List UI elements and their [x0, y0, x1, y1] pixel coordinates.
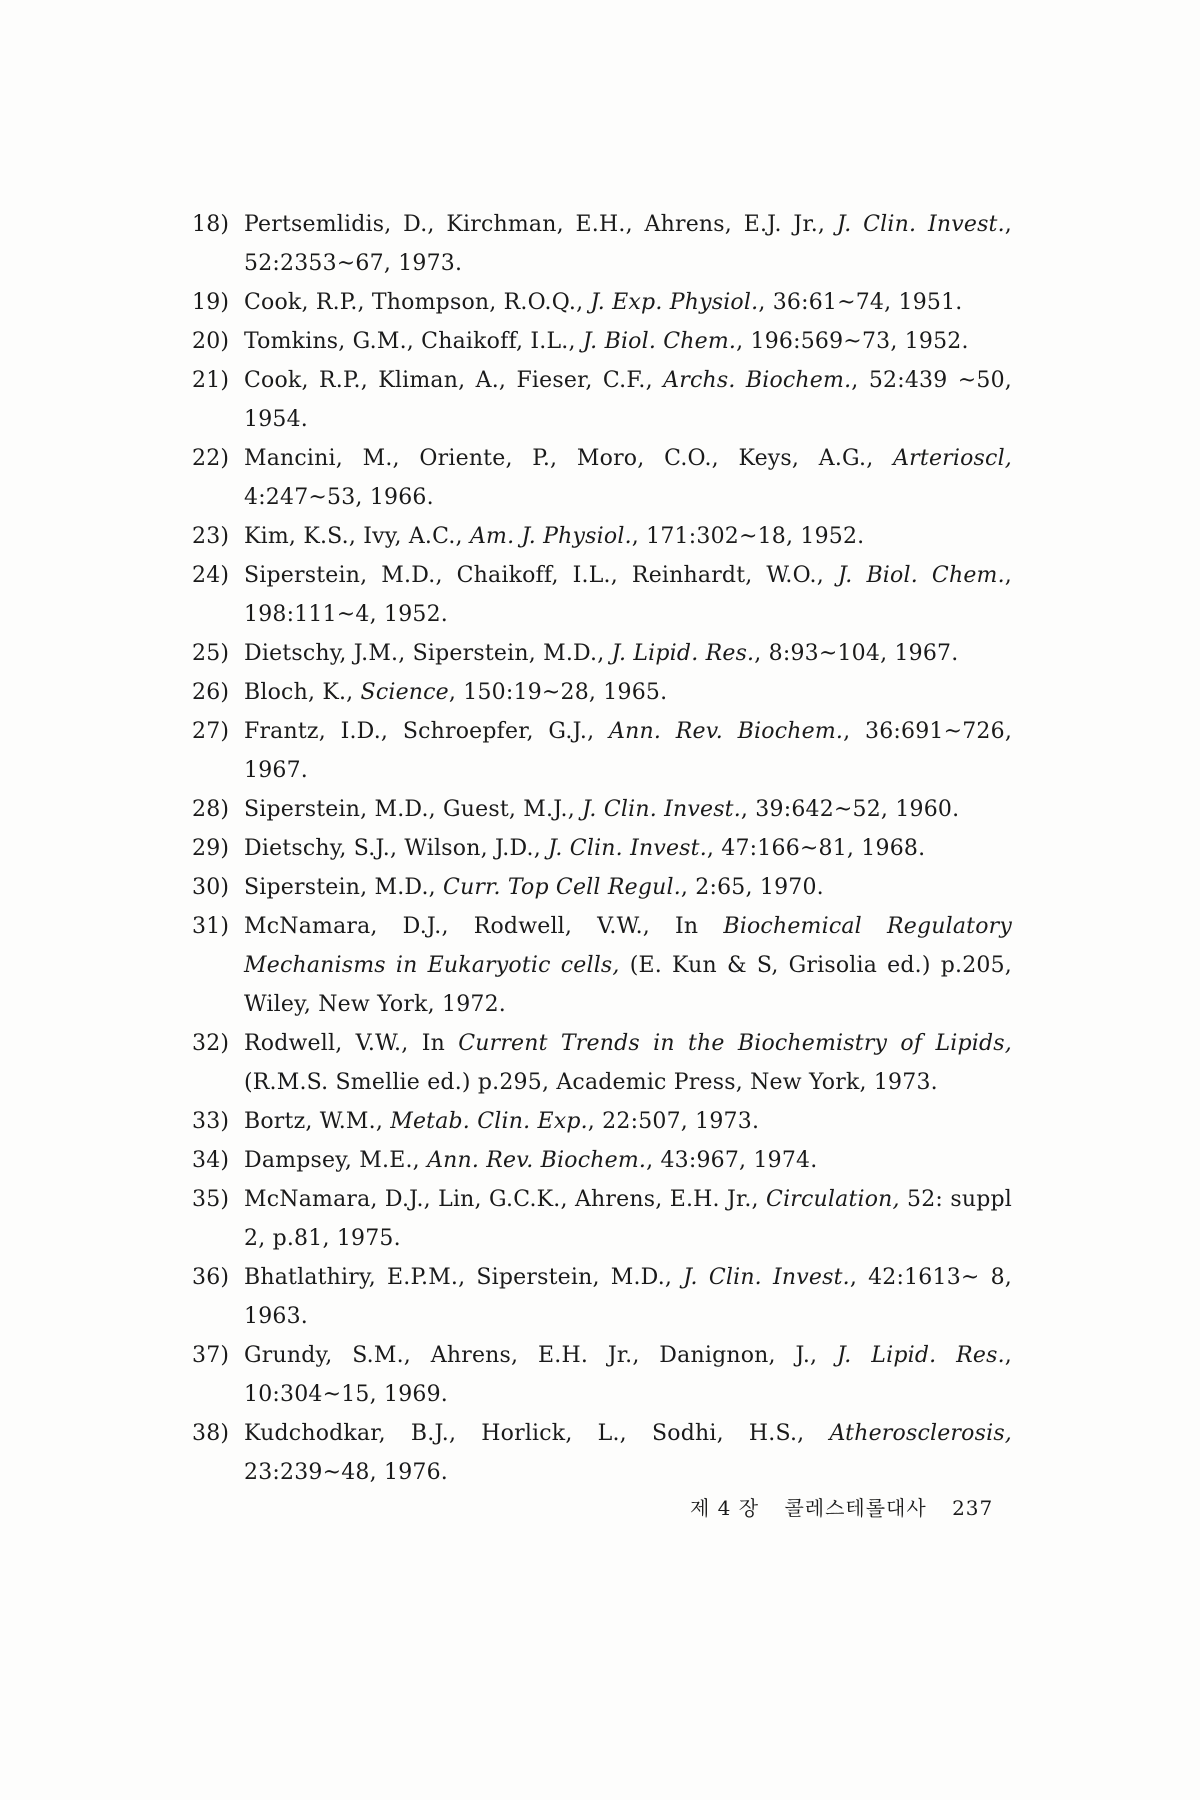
reference-number: 34)	[192, 1148, 230, 1173]
reference-number: 32)	[192, 1031, 230, 1056]
reference-item	[192, 1102, 1012, 1141]
reference-segment: Frantz, I.D., Schroepfer, G.J.,	[244, 719, 610, 744]
reference-number: 23)	[192, 524, 230, 549]
reference-text	[244, 790, 1012, 829]
reference-source: J. Clin. Invest.	[836, 212, 1005, 237]
reference-segment: , 196:569~73, 1952.	[736, 329, 969, 354]
reference-segment: Grundy, S.M., Ahrens, E.H. Jr., Danignon, J.,	[244, 1343, 837, 1368]
reference-segment: , 150:19~28, 1965.	[448, 680, 668, 705]
reference-source: J. Clin. Invest.	[683, 1265, 850, 1290]
reference-segment: , 39:642~52, 1960.	[740, 797, 960, 822]
reference-segment: (E. Kun & S, Grisolia ed.) p.205, Wiley, New York, 1972.	[244, 953, 1012, 1017]
reference-segment: Bortz, W.M.,	[244, 1109, 391, 1134]
reference-segment: , 171:302~18, 1952.	[631, 524, 865, 549]
reference-item	[192, 361, 1012, 439]
reference-source: Arterioscl,	[893, 446, 1012, 471]
reference-segment: , 52:439 ~50, 1954.	[244, 368, 1012, 432]
reference-source: J. Biol. Chem.	[582, 329, 737, 354]
reference-item	[192, 1258, 1012, 1336]
reference-text	[244, 1336, 1012, 1414]
page-footer	[690, 1492, 1010, 1521]
reference-segment: , 36:61~74, 1951.	[758, 290, 963, 315]
chapter-title: 콜레스테롤대사	[784, 1496, 927, 1520]
reference-segment: Dampsey, M.E.,	[244, 1148, 428, 1173]
reference-source: Archs. Biochem.	[663, 368, 852, 393]
reference-item	[192, 907, 1012, 1024]
reference-text	[244, 205, 1012, 283]
reference-segment: Dietschy, J.M., Siperstein, M.D.,	[244, 641, 612, 666]
reference-number: 33)	[192, 1109, 230, 1134]
reference-segment: McNamara, D.J., Rodwell, V.W., In	[244, 914, 724, 939]
reference-source: J. Biol. Chem.	[837, 563, 1005, 588]
reference-text	[244, 1180, 1012, 1258]
reference-segment: Mancini, M., Oriente, P., Moro, C.O., Keys, A.G.,	[244, 446, 894, 471]
reference-segment: 52: suppl 2, p.81, 1975.	[244, 1187, 1012, 1251]
reference-source: J. Clin. Invest.	[548, 836, 707, 861]
reference-item	[192, 790, 1012, 829]
reference-number: 28)	[192, 797, 230, 822]
reference-item	[192, 556, 1012, 634]
reference-number: 29)	[192, 836, 230, 861]
reference-item	[192, 1141, 1012, 1180]
reference-segment: Siperstein, M.D., Guest, M.J.,	[244, 797, 583, 822]
reference-item	[192, 517, 1012, 556]
reference-segment: 4:247~53, 1966.	[244, 485, 434, 510]
reference-text	[244, 673, 1012, 712]
reference-source: Am. J. Physiol.	[469, 524, 632, 549]
reference-number: 37)	[192, 1343, 230, 1368]
reference-number: 30)	[192, 875, 230, 900]
reference-text	[244, 556, 1012, 634]
reference-source: Curr. Top Cell Regul.	[443, 875, 681, 900]
reference-item	[192, 1336, 1012, 1414]
reference-item	[192, 1414, 1012, 1492]
reference-segment: Kudchodkar, B.J., Horlick, L., Sodhi, H.S.,	[244, 1421, 830, 1446]
reference-segment: , 10:304~15, 1969.	[244, 1343, 1012, 1407]
reference-segment: Dietschy, S.J., Wilson, J.D.,	[244, 836, 549, 861]
reference-item	[192, 283, 1012, 322]
page-number: 237	[952, 1496, 994, 1520]
reference-item	[192, 829, 1012, 868]
reference-segment: , 22:507, 1973.	[587, 1109, 760, 1134]
reference-number: 38)	[192, 1421, 230, 1446]
reference-number: 24)	[192, 563, 230, 588]
reference-text	[244, 634, 1012, 673]
reference-segment: , 198:111~4, 1952.	[244, 563, 1012, 627]
reference-source: J. Lipid. Res.	[611, 641, 755, 666]
reference-item	[192, 205, 1012, 283]
reference-list	[192, 205, 1012, 1492]
reference-source: Circulation,	[766, 1187, 900, 1212]
reference-text	[244, 1141, 1012, 1180]
reference-text	[244, 517, 1012, 556]
reference-number: 26)	[192, 680, 230, 705]
reference-segment: Cook, R.P., Thompson, R.O.Q.,	[244, 290, 591, 315]
reference-item	[192, 1180, 1012, 1258]
reference-segment: , 2:65, 1970.	[680, 875, 824, 900]
reference-segment: Pertsemlidis, D., Kirchman, E.H., Ahrens, E.J. Jr.,	[244, 212, 837, 237]
reference-source: Metab. Clin. Exp.	[390, 1109, 588, 1134]
reference-text	[244, 712, 1012, 790]
reference-source: J. Lipid. Res.	[837, 1343, 1005, 1368]
reference-text	[244, 829, 1012, 868]
reference-text	[244, 361, 1012, 439]
reference-text	[244, 1102, 1012, 1141]
reference-segment: Bhatlathiry, E.P.M., Siperstein, M.D.,	[244, 1265, 684, 1290]
reference-source: Science	[360, 680, 449, 705]
reference-segment: , 8:93~104, 1967.	[754, 641, 959, 666]
reference-item	[192, 322, 1012, 361]
reference-text	[244, 439, 1012, 517]
reference-segment: , 43:967, 1974.	[646, 1148, 818, 1173]
reference-item	[192, 712, 1012, 790]
reference-text	[244, 322, 1012, 361]
reference-segment: , 42:1613~ 8, 1963.	[244, 1265, 1013, 1329]
reference-item	[192, 634, 1012, 673]
reference-number: 20)	[192, 329, 230, 354]
reference-text	[244, 1024, 1012, 1102]
reference-number: 25)	[192, 641, 230, 666]
reference-text	[244, 1414, 1012, 1492]
reference-number: 22)	[192, 446, 230, 471]
reference-item	[192, 868, 1012, 907]
reference-number: 35)	[192, 1187, 230, 1212]
reference-segment: Rodwell, V.W., In	[244, 1031, 459, 1056]
reference-number: 18)	[192, 212, 230, 237]
reference-source: J. Clin. Invest.	[582, 797, 741, 822]
reference-source: Ann. Rev. Biochem.	[427, 1148, 647, 1173]
reference-number: 19)	[192, 290, 230, 315]
reference-segment: Siperstein, M.D., Chaikoff, I.L., Reinhardt, W.O.,	[244, 563, 838, 588]
reference-text	[244, 868, 1012, 907]
reference-number: 36)	[192, 1265, 230, 1290]
reference-segment: , 47:166~81, 1968.	[706, 836, 926, 861]
reference-source: Ann. Rev. Biochem.	[609, 719, 844, 744]
reference-segment: Tomkins, G.M., Chaikoff, I.L.,	[244, 329, 583, 354]
reference-text	[244, 907, 1012, 1024]
reference-item	[192, 439, 1012, 517]
reference-segment: , 52:2353~67, 1973.	[244, 212, 1012, 276]
reference-item	[192, 673, 1012, 712]
reference-text	[244, 1258, 1012, 1336]
reference-number: 27)	[192, 719, 230, 744]
reference-number: 31)	[192, 914, 230, 939]
chapter-label: 제 4 장	[690, 1496, 760, 1520]
reference-segment: Cook, R.P., Kliman, A., Fieser, C.F.,	[244, 368, 664, 393]
reference-segment: Siperstein, M.D.,	[244, 875, 444, 900]
reference-segment: Bloch, K.,	[244, 680, 361, 705]
reference-source: Biochemical Regulatory Mechanisms in Eukaryotic cells,	[244, 914, 1012, 978]
reference-source: J. Exp. Physiol.	[590, 290, 759, 315]
reference-segment: 23:239~48, 1976.	[244, 1460, 448, 1485]
reference-segment: Kim, K.S., Ivy, A.C.,	[244, 524, 470, 549]
reference-source: Atherosclerosis,	[829, 1421, 1012, 1446]
reference-segment: , 36:691~726, 1967.	[244, 719, 1013, 783]
reference-item	[192, 1024, 1012, 1102]
reference-source: Current Trends in the Biochemistry of Lipids,	[458, 1031, 1012, 1056]
reference-number: 21)	[192, 368, 230, 393]
reference-text	[244, 283, 1012, 322]
reference-segment: McNamara, D.J., Lin, G.C.K., Ahrens, E.H. Jr.,	[244, 1187, 767, 1212]
reference-segment: (R.M.S. Smellie ed.) p.295, Academic Press, New York, 1973.	[244, 1070, 938, 1095]
